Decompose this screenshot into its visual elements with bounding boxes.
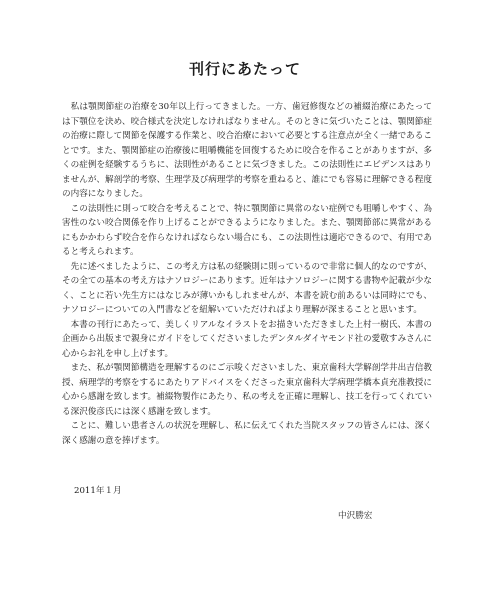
paragraph: 私は顎関節症の治療を30年以上行ってきました。一方、歯冠修復などの補綴治療にあたっては下顎位を決め、咬合様式を決定しなければなりません。そのときに気づいたことは、顎関節症の治療に際して関節を保護する作業と、咬合治療において必要とする注意点が全く一緒であることです。また、顎関節症の治療後に咀嚼機能を回復するために咬合を作ることがありますが、多くの症例を経験するうちに、法則性があることに気づきました。この法則性にエビデンスはありませんが、解剖学的考察、生理学及び病理学的考察を重ねると、誰にでも容易に理解できる程度の内容になりました。 [62, 102, 432, 199]
paragraph: この法則性に則って咬合を考えることで、特に顎関節に異常のない症例でも咀嚼しやすく、為害性のない咬合関係を作り上げることができるようになりました。また、顎関節部に異常があるにもかかわらず咬合を作らなければならない場合にも、この法則性は適応できるので、有用であると考えられます。 [62, 203, 432, 257]
author-name: 中沢勝宏 [338, 511, 373, 521]
page-title: 刊行にあたって [188, 60, 301, 78]
paragraph: また、私が顎関節構造を理解するのにご示唆くださいました、東京歯科大学解剖学井出吉信教授、病理学的考察をするにあたりアドバイスをくださった東京歯科大学病理学橋本貞充准教授に心から感謝を致します。補綴物製作にあたり、私の考えを正確に理解し、技工を行ってくれている深沢俊彦氏には深く感謝を致します。 [62, 363, 432, 417]
publication-date: 2011年１月 [74, 486, 122, 496]
paragraph: 本書の刊行にあたって、美しくリアルなイラストをお描きいただきました上村一樹氏、本書の企画から出版まで親身にガイドをしてくださいましたデンタルダイヤモンド社の愛敬すみさんに心からお礼を申し上げます。 [62, 319, 432, 359]
paragraph: ことに、難しい患者さんの状況を理解し、私に伝えてくれた当院スタッフの皆さんには、深く深く感謝の意を捧げます。 [62, 421, 432, 446]
document-body [62, 100, 432, 448]
paragraph: 先に述べましたように、この考え方は私の経験則に則っているので非常に個人的なのですが、その全ての基本の考え方はナソロジーにあります。近年はナソロジーに関する書物や記載が少なく、ことに若い先生方にはなじみが薄いかもしれませんが、本書を読む前あるいは同時にでも、ナソロジーについての入門書などを紐解いていただければより理解が深まることと思います。 [62, 261, 432, 315]
